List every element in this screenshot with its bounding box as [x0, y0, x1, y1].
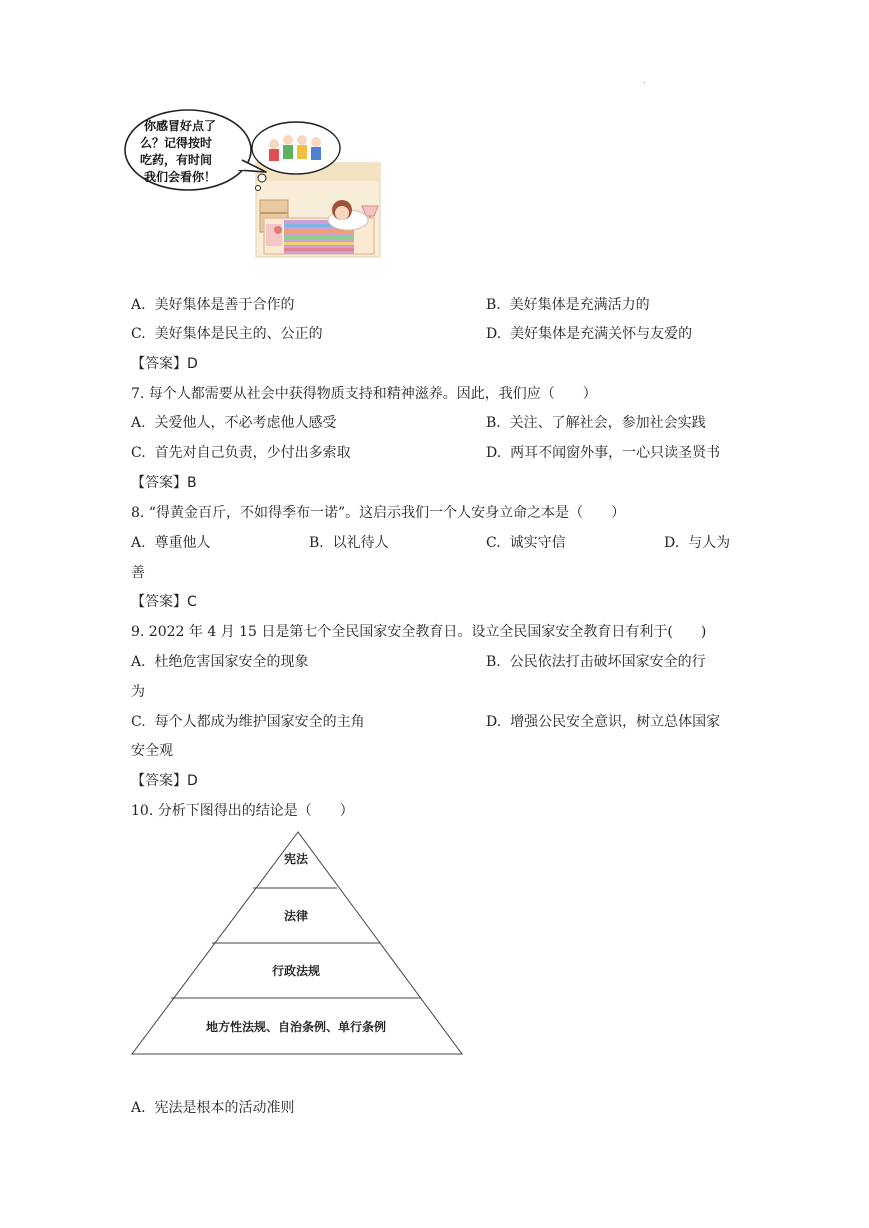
option-label: D. [486, 326, 502, 342]
q6-option-c [131, 325, 323, 343]
q8-option-a [131, 534, 210, 552]
sick-classmate-illustration [116, 108, 386, 263]
q6-answer: 【答案】D [131, 356, 198, 372]
option-label: D. [486, 445, 502, 461]
option-text: 杜绝危害国家安全的现象 [154, 654, 309, 670]
q7-answer: 【答案】B [131, 475, 197, 491]
option-text: 美好集体是充满活力的 [509, 297, 650, 313]
q6-option-b [486, 296, 650, 314]
option-label: B. [486, 297, 501, 313]
q6-option-a [131, 296, 294, 314]
q8-stem: 8. “得黄金百斤，不如得季布一诺”。这启示我们一个人安身立命之本是（ ） [131, 505, 626, 521]
pyramid-level-admin-regulations: 行政法规 [271, 964, 321, 978]
q9-option-c [131, 713, 365, 731]
option-text: 增强公民安全意识，树立总体国家 [510, 714, 721, 730]
q9-option-a [131, 653, 308, 671]
option-text: 公民依法打击破坏国家安全的行 [509, 654, 706, 670]
option-label: B. [486, 415, 501, 431]
page-mark: . [643, 76, 646, 85]
q8-answer: 【答案】C [131, 594, 197, 610]
q9-option-b [486, 653, 706, 671]
option-text: 以礼待人 [332, 535, 389, 551]
q7-option-c [131, 444, 351, 462]
q10-stem: 10. 分析下图得出的结论是（ ） [131, 803, 354, 819]
option-text: 关注、了解社会，参加社会实践 [509, 415, 706, 431]
pyramid-level-constitution: 宪法 [283, 852, 309, 866]
q6-option-d [486, 325, 692, 343]
option-label: C. [131, 326, 146, 342]
option-text: 两耳不闻窗外事，一心只读圣贤书 [510, 445, 721, 461]
pyramid-level-law: 法律 [283, 909, 309, 923]
option-text: 每个人都成为维护国家安全的主角 [154, 714, 365, 730]
q9-option-d [486, 713, 720, 731]
q7-option-a [131, 414, 336, 432]
option-label: B. [309, 535, 324, 551]
option-text: 宪法是根本的活动准则 [154, 1100, 295, 1116]
q8-option-d [664, 534, 730, 552]
q10-option-a [131, 1099, 294, 1117]
option-label: B. [486, 654, 501, 670]
q7-option-b [486, 414, 706, 432]
option-text: 美好集体是充满关怀与友爱的 [510, 326, 693, 342]
option-text: 与人为 [688, 535, 731, 551]
speech-line-4: 我们会看你！ [144, 170, 217, 184]
q8-option-b [309, 534, 389, 552]
legal-hierarchy-pyramid [128, 828, 468, 1060]
q9-option-d-wrap: 安全观 [131, 743, 173, 759]
pyramid-level-local-regulations: 地方性法规、自治条例、单行条例 [205, 1020, 387, 1034]
option-text: 关爱他人，不必考虑他人感受 [154, 415, 337, 431]
option-text: 美好集体是民主的、公正的 [154, 326, 323, 342]
option-label: A. [131, 1100, 146, 1116]
q8-option-c [486, 534, 566, 552]
option-text: 尊重他人 [154, 535, 211, 551]
option-label: C. [131, 714, 146, 730]
q9-answer: 【答案】D [131, 773, 198, 789]
option-label: D. [486, 714, 502, 730]
option-label: A. [131, 535, 146, 551]
q9-option-b-wrap: 为 [131, 684, 145, 700]
option-label: D. [664, 535, 680, 551]
option-label: A. [131, 415, 146, 431]
option-label: A. [131, 297, 146, 313]
option-text: 首先对自己负责，少付出多索取 [154, 445, 351, 461]
option-text: 诚实守信 [509, 535, 566, 551]
speech-line-1: 你感冒好点了 [144, 119, 217, 133]
option-text: 美好集体是善于合作的 [154, 297, 295, 313]
option-label: A. [131, 654, 146, 670]
q7-stem: 7. 每个人都需要从社会中获得物质支持和精神滋养。因此，我们应（ ） [131, 386, 597, 402]
q8-option-d-wrap: 善 [131, 565, 145, 581]
q7-option-d [486, 444, 720, 462]
speech-line-3: 吃药，有时间 [140, 153, 213, 167]
q9-stem: 9. 2022 年 4 月 15 日是第七个全民国家安全教育日。设立全民国家安全教育日有利于( ) [131, 624, 707, 640]
option-label: C. [131, 445, 146, 461]
speech-line-2: 么？记得按时 [140, 136, 213, 150]
option-label: C. [486, 535, 501, 551]
